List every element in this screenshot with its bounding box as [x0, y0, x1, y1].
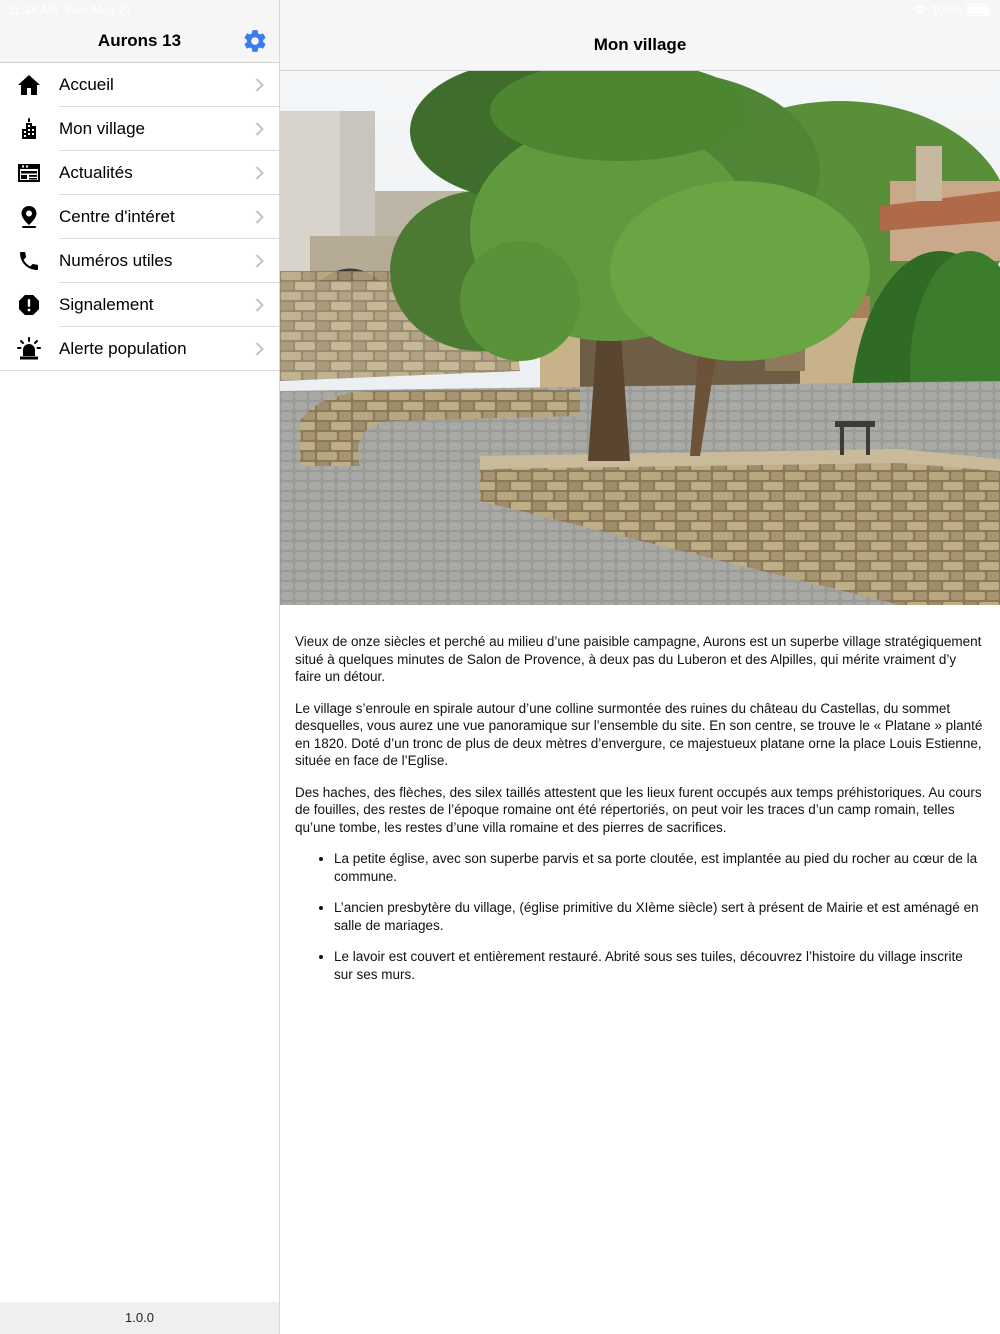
sidebar-title: Aurons 13 [97, 31, 182, 50]
status-date: Wed May 27 [64, 3, 132, 17]
sidebar-item-label: Alerte population [59, 339, 187, 358]
list-item: • L’ancien presbytère du village, (église primitive du XIème siècle) sert à présent de Mairie et est aménagé en salle de mariages. [334, 899, 985, 934]
sidebar-item-label: Numéros utiles [59, 251, 173, 270]
sidebar-menu [0, 63, 279, 371]
chevron-right-icon [255, 342, 264, 356]
city-icon [17, 117, 41, 141]
sidebar-item-alerte-population[interactable] [0, 327, 279, 371]
wifi-icon [913, 5, 927, 16]
list-item: • Le lavoir est couvert et entièrement restauré. Abrité sous ses tuiles, découvrez l’histoire du village inscrite sur ses murs. [334, 948, 985, 983]
sidebar [0, 0, 280, 1334]
status-right [913, 3, 990, 17]
home-icon [17, 73, 41, 97]
chevron-right-icon [255, 298, 264, 312]
sidebar-item-numeros-utiles[interactable] [0, 239, 279, 283]
chevron-right-icon [255, 166, 264, 180]
list-item: • La petite église, avec son superbe parvis et sa porte cloutée, est implantée au pied du rocher au cœur de la commune. [334, 850, 985, 885]
gear-icon[interactable] [242, 28, 268, 54]
sidebar-item-centre-interet[interactable] [0, 195, 279, 239]
battery-icon [966, 4, 990, 16]
app-version: 1.0.0 [0, 1302, 279, 1334]
article-paragraph: Des haches, des flèches, des silex taillés attestent que les lieux furent occupés aux temps préhistoriques. Au cours de fouilles, des restes de l’époque romaine ont été répertoriés, on peut voir les traces d’un camp romain, telles qu’une tombe, les restes d’une villa romaine et des pierres de sacrifices. [295, 784, 982, 835]
chevron-right-icon [255, 122, 264, 136]
status-time-date [8, 3, 132, 17]
map-pin-icon [17, 205, 41, 229]
chevron-right-icon [255, 254, 264, 268]
article-bullet-list [295, 850, 985, 983]
chevron-right-icon [255, 210, 264, 224]
sidebar-item-label: Accueil [59, 75, 114, 94]
page-title: Mon village [593, 35, 687, 54]
main-panel [280, 0, 1000, 1334]
siren-icon [17, 337, 41, 361]
status-time: 11:34 AM [8, 3, 58, 17]
sidebar-item-label: Mon village [59, 119, 145, 138]
battery-percent: 100% [931, 3, 962, 17]
sidebar-item-signalement[interactable] [0, 283, 279, 327]
sidebar-item-label: Actualités [59, 163, 133, 182]
sidebar-item-label: Centre d'intéret [59, 207, 175, 226]
chevron-right-icon [255, 78, 264, 92]
article-paragraph: Vieux de onze siècles et perché au milieu d’une paisible campagne, Aurons est un superbe village stratégiquement situé à quelques minutes de Salon de Provence, à deux pas du Luberon et des Alpilles, qui mérite vraiment d’y faire un détour. [295, 634, 982, 684]
status-bar [0, 0, 1000, 20]
sidebar-item-accueil[interactable] [0, 63, 279, 107]
sidebar-item-mon-village[interactable] [0, 107, 279, 151]
article-paragraph: Le village s’enroule en spirale autour d’une colline surmontée des ruines du château du Castellas, du sommet desquelles, vous aurez une vue panoramique sur l’ensemble du site. En son centre, se trouve le « Platane » planté en 1820. Doté d’un tronc de plus de deux mètres d’envergure, ce majestueux platane orne la place Louis Estienne, située en face de l’Eglise. [295, 700, 983, 768]
sidebar-item-label: Signalement [59, 295, 154, 314]
village-photo [280, 71, 1000, 605]
article-content [280, 605, 1000, 983]
phone-icon [17, 249, 41, 273]
alert-octagon-icon [17, 293, 41, 317]
news-icon [17, 161, 41, 185]
sidebar-item-actualites[interactable] [0, 151, 279, 195]
